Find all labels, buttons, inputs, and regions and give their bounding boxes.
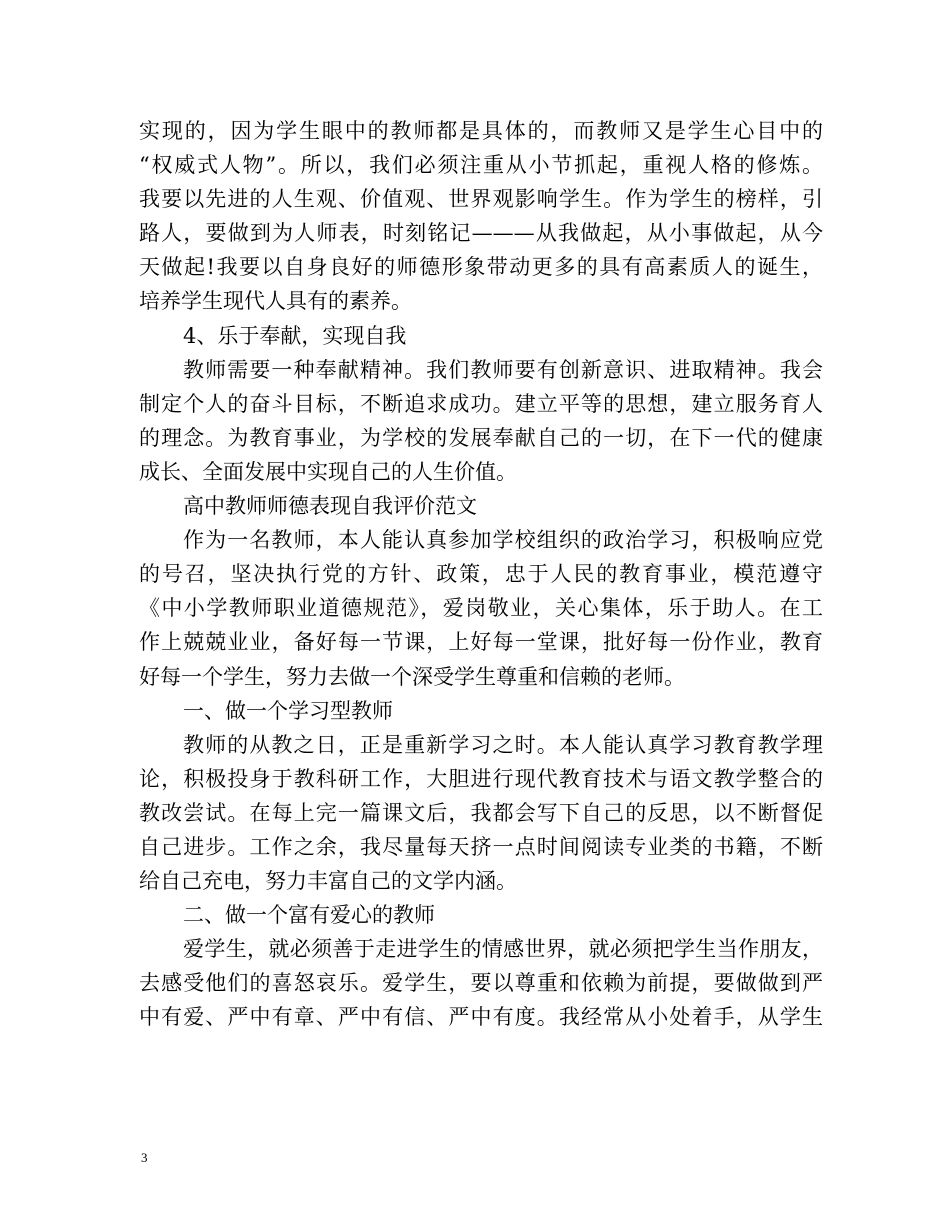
text-line: 去感受他们的喜怒哀乐。爱学生，要以尊重和依赖为前提，要做做到严: [139, 971, 823, 996]
section-heading: 一、做一个学习型教师: [183, 698, 393, 723]
text-line: 培养学生现代人具有的素养。: [139, 289, 412, 314]
text-line: “权威式人物”。所以，我们必须注重从小节抓起，重视人格的修炼。: [139, 153, 823, 178]
section-heading: 二、做一个富有爱心的教师: [183, 903, 435, 928]
text-line: 好每一个学生，努力去做一个深受学生尊重和信赖的老师。: [139, 664, 685, 689]
paragraph-first-line: 作为一名教师，本人能认真参加学校组织的政治学习，积极响应党: [183, 528, 823, 553]
text-line: 天做起!我要以自身良好的师德形象带动更多的具有高素质人的诞生，: [139, 255, 823, 280]
text-line: 实现的，因为学生眼中的教师都是具体的，而教师又是学生心目中的: [139, 119, 823, 143]
text-line: 给自己充电，努力丰富自己的文学内涵。: [139, 869, 517, 894]
paragraph-first-line: 教师的从教之日，正是重新学习之时。本人能认真学习教育教学理: [183, 732, 823, 757]
text-line: 教改尝试。在每上完一篇课文后，我都会写下自己的反思，以不断督促: [139, 800, 823, 825]
paragraph-first-line: 爱学生，就必须善于走进学生的情感世界，就必须把学生当作朋友，: [183, 937, 823, 962]
text-line: 作上兢兢业业，备好每一节课，上好每一堂课，批好每一份作业，教育: [139, 630, 823, 655]
text-line: 自己进步。工作之余，我尽量每天挤一点时间阅读专业类的书籍，不断: [139, 834, 823, 859]
text-line: 我要以先进的人生观、价值观、世界观影响学生。作为学生的榜样，引: [139, 187, 823, 212]
text-line: 《中小学教师职业道德规范》，爱岗敬业，关心集体，乐于助人。在工: [139, 596, 823, 621]
text-line: 制定个人的奋斗目标，不断追求成功。建立平等的思想，建立服务育人: [139, 391, 823, 416]
article-title: 高中教师师德表现自我评价范文: [183, 494, 477, 519]
text-line: 论，积极投身于教科研工作，大胆进行现代教育技术与语文教学整合的: [139, 766, 823, 791]
text-line: 成长、全面发展中实现自己的人生价值。: [139, 459, 517, 484]
page-number: 3: [141, 1150, 148, 1165]
text-line: 路人，要做到为人师表，时刻铭记———从我做起，从小事做起，从今: [139, 221, 823, 246]
section-heading: 4、乐于奉献，实现自我: [183, 323, 407, 348]
text-line: 中有爱、严中有章、严中有信、严中有度。我经常从小处着手，从学生: [139, 1005, 823, 1030]
paragraph-first-line: 教师需要一种奉献精神。我们教师要有创新意识、进取精神。我会: [183, 357, 823, 382]
text-line: 的理念。为教育事业，为学校的发展奉献自己的一切，在下一代的健康: [139, 425, 823, 450]
text-line: 的号召，坚决执行党的方针、政策，忠于人民的教育事业，模范遵守: [139, 562, 823, 587]
body-text: [139, 114, 823, 1035]
